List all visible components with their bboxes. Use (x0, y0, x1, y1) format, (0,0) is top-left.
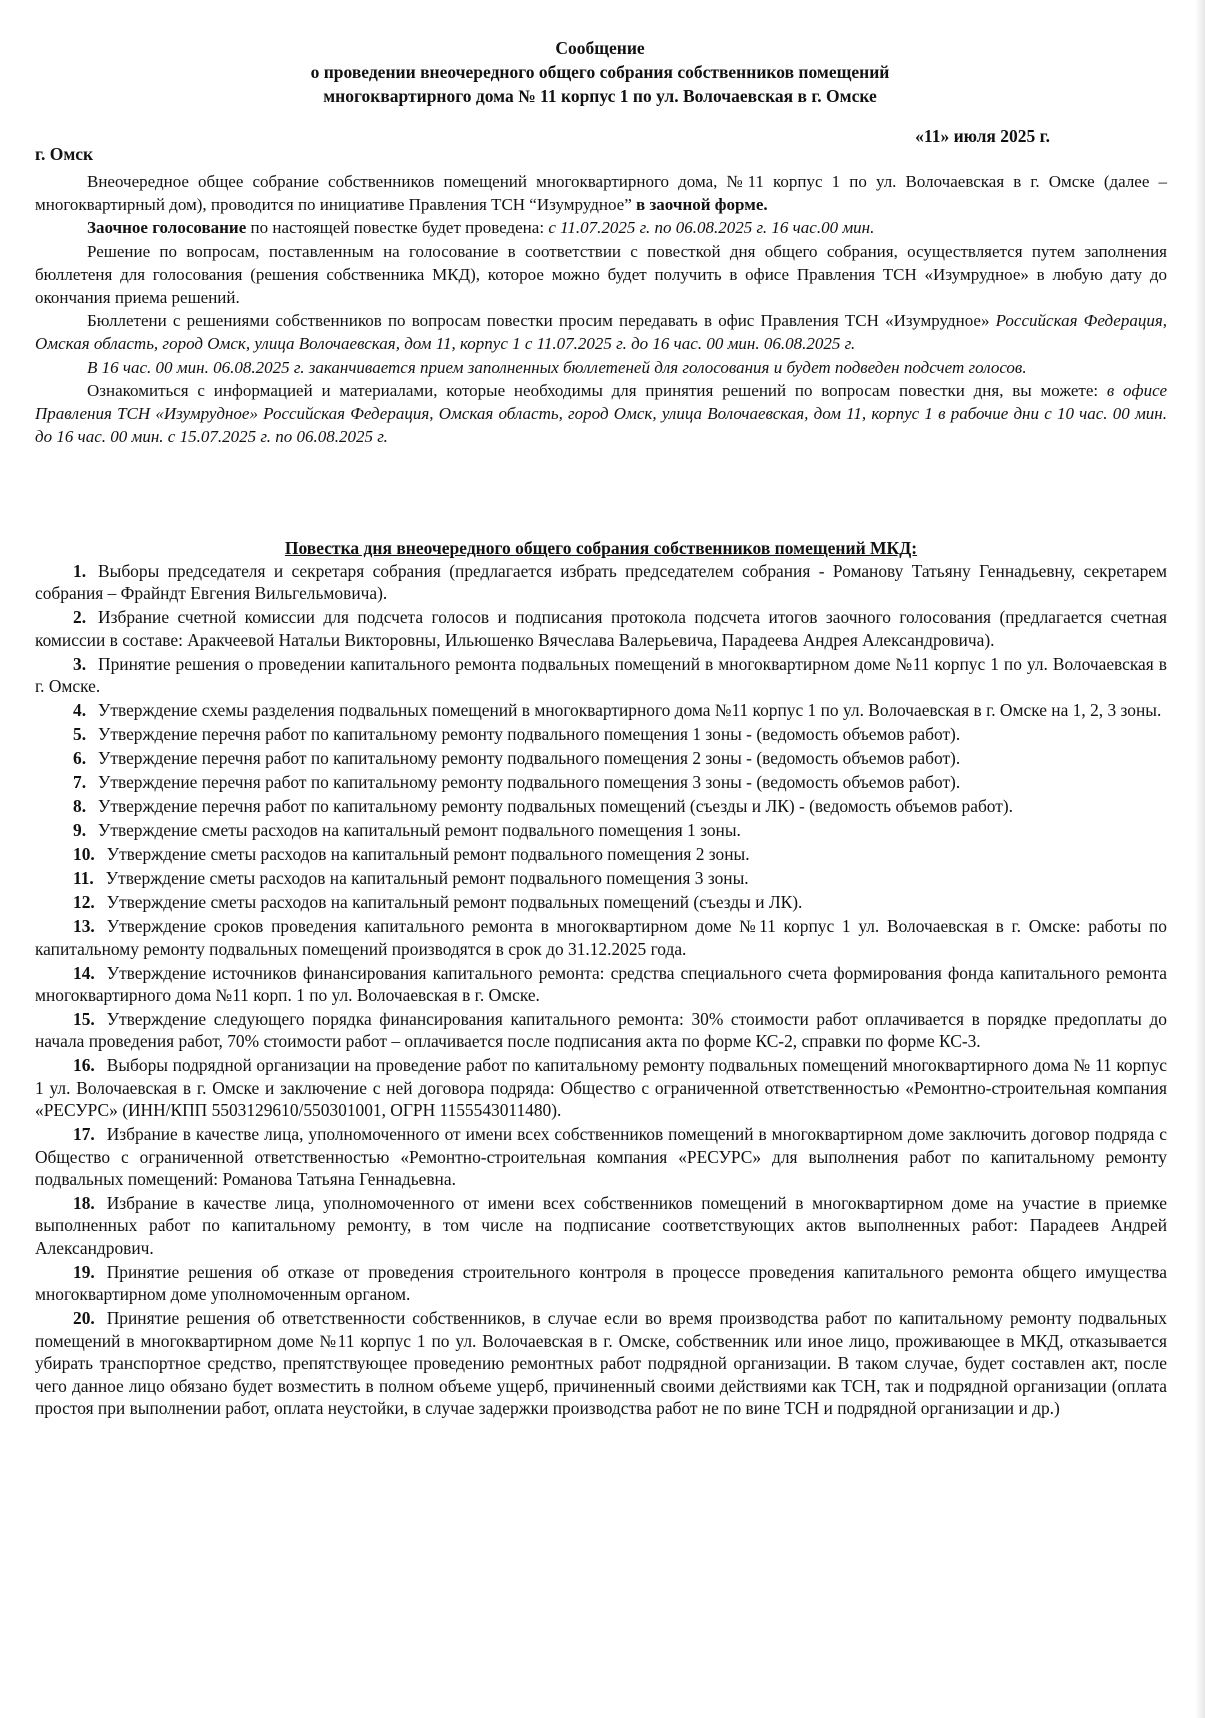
agenda-item-number: 11. (73, 868, 94, 889)
agenda-item-number: 5. (73, 724, 87, 745)
agenda-item (35, 1192, 1167, 1259)
agenda-item (35, 560, 1167, 605)
agenda-item (35, 1008, 1167, 1053)
intro-paragraph-6 (35, 379, 1167, 449)
agenda-item-text: Утверждение перечня работ по капитальному ремонту подвальных помещений (съезды и ЛК) - (ведомость объемов работ). (98, 796, 1014, 817)
agenda-item (35, 843, 1167, 865)
intro-paragraph-4 (35, 309, 1167, 355)
agenda-item-text: Выборы подрядной организации на проведение работ по капитальному ремонту подвальных помещений многоквартирного дома № 11 корпус 1 ул. Волочаевская в г. Омске и заключение с ней договора подряда: Общество с ограниченной ответственностью «Ремонтно-строительная компания «РЕСУРС» (ИНН/КПП 5503129610/550301001, ОГРН 1155543011480). (35, 1055, 1167, 1121)
intro-paragraph-1 (35, 170, 1167, 216)
agenda-item-number: 1. (73, 561, 87, 581)
intro-p2-text: по настоящей повестке будет проведена: (246, 218, 549, 238)
agenda-item (35, 606, 1167, 651)
agenda-item-text: Утверждение сметы расходов на капитальный ремонт подвального помещения 3 зоны. (105, 868, 749, 889)
document-date: «11» июля 2025 г. (915, 126, 1050, 146)
intro-p2-italic: с 11.07.2025 г. по 06.08.2025 г. 16 час.00 мин. (548, 218, 875, 238)
agenda-item-number: 9. (73, 820, 87, 841)
intro-p4-text: Бюллетени с решениями собственников по вопросам повестки просим передавать в офис Правления ТСН «Изумрудное» (87, 311, 996, 331)
agenda-item-text: Утверждение перечня работ по капитальному ремонту подвального помещения 2 зоны - (ведомость объемов работ). (98, 748, 961, 769)
agenda-item-text: Принятие решения об отказе от проведения строительного контроля в процессе проведения капитального ремонта общего имущества многоквартирном доме уполномоченным органом. (35, 1261, 1167, 1305)
agenda-item-text: Принятие решения о проведении капитального ремонта подвальных помещений в многоквартирном доме №11 корпус 1 по ул. Волочаевская в г. Омске. (35, 653, 1167, 697)
agenda-item (35, 1261, 1167, 1306)
agenda-item (35, 747, 1167, 769)
agenda-item (35, 915, 1167, 960)
agenda-item-number: 8. (73, 796, 87, 817)
document-title (150, 36, 1050, 108)
scan-edge-shadow (1195, 0, 1205, 1718)
agenda-item (35, 1123, 1167, 1190)
agenda-item-text: Избрание в качестве лица, уполномоченного от имени всех собственников помещений в многоквартирном доме заключить договор подряда с Общество с ограниченной ответственностью «Ремонтно-строительная компания «РЕСУРС» для выполнения работ по капитальному ремонту подвальных помещений: Романова Татьяна Геннадьевна. (35, 1124, 1167, 1190)
title-line-3: многоквартирного дома № 11 корпус 1 по ул. Волочаевская в г. Омске (323, 86, 877, 106)
agenda-item-number: 4. (73, 700, 87, 721)
agenda-item-number: 16. (73, 1055, 95, 1076)
intro-paragraph-5: В 16 час. 00 мин. 06.08.2025 г. заканчивается прием заполненных бюллетеней для голосования и будет подведен подсчет голосов. (87, 357, 1027, 377)
agenda-item (35, 891, 1167, 913)
agenda-item (35, 1307, 1167, 1419)
agenda-item (35, 699, 1167, 721)
agenda-item-text: Утверждение источников финансирования капитального ремонта: средства специального счета формирования фонда капитального ремонта многоквартирного дома №11 корп. 1 по ул. Волочаевская в г. Омске. (35, 962, 1167, 1006)
intro-p1-text: Внеочередное общее собрание собственников помещений многоквартирного дома, №11 корпус 1 по ул. Волочаевская в г. Омске (далее – многоквартирный дом), проводится по инициативе Правления ТСН “Изумрудное” (35, 172, 1167, 215)
intro-paragraph-3: Решение по вопросам, поставленным на голосование в соответствии с повесткой дня общего собрания, осуществляется путем заполнения бюллетеня для голосования (решения собственника МКД), которое можно будет получить в офисе Правления ТСН «Изумрудное» в любую дату до окончания приема решений. (35, 241, 1167, 308)
agenda-item-text: Утверждение перечня работ по капитальному ремонту подвального помещения 1 зоны - (ведомость объемов работ). (98, 724, 961, 745)
intro-p4-italic: Российская Федерация, Омская область, город Омск, улица Волочаевская, дом 11, корпус 1 с 11.07.2025 г. до 16 час. 00 мин. 06.08.2025 г. (35, 311, 1167, 354)
intro-paragraph-2 (35, 216, 1167, 239)
agenda-item-number: 6. (73, 748, 87, 769)
agenda-item-number: 2. (73, 607, 87, 628)
agenda-item-text: Принятие решения об ответственности собственников, в случае если во время производства работ по капитальному ремонту подвальных помещений в многоквартирном доме №11 корпус 1 по ул. Волочаевская в г. Омске, собственник или иное лицо, проживающее в МКД, отказывается убирать транспортное средство, препятствующее проведению ремонтных работ подрядной организации. В таком случае, будет составлен акт, после чего данное лицо обязано будет возместить в полном объеме ущерб, причиненный своими действиями как ТСН, так и подрядной организации (оплата простоя при выполнении работ, оплата неустойки, в случае задержки производства работ не по вине ТСН и подрядной организации и др.) (35, 1308, 1167, 1418)
agenda-item-text: Утверждение схемы разделения подвальных помещений в многоквартирного дома №11 корпус 1 по ул. Волочаевская в г. Омске на 1, 2, 3 зоны. (98, 700, 1162, 721)
agenda-item-text: Избрание в качестве лица, уполномоченного от имени всех собственников помещений в многоквартирном доме на участие в приемке выполненных работ по капитальному ремонту, в том числе на подписание соответствующих актов выполненных работ: Парадеев Андрей Александрович. (35, 1193, 1167, 1258)
agenda-item (35, 867, 1167, 889)
agenda-title: Повестка дня внеочередного общего собрания собственников помещений МКД: (284, 538, 918, 558)
agenda-item-text: Утверждение сметы расходов на капитальный ремонт подвального помещения 1 зоны. (98, 820, 741, 841)
agenda-item-number: 10. (73, 844, 95, 865)
agenda-item-number: 14. (73, 962, 95, 983)
agenda-item-text: Утверждение перечня работ по капитальному ремонту подвального помещения 3 зоны - (ведомость объемов работ). (98, 772, 961, 793)
intro-p2-bold: Заочное голосование (87, 218, 247, 238)
agenda-item (35, 795, 1167, 817)
intro-p6-italic: в офисе Правления ТСН «Изумрудное» Российская Федерация, Омская область, город Омск, улица Волочаевская, дом 11, корпус 1 в рабочие дни с 10 час. 00 мин. до 16 час. 00 мин. с 15.07.2025 г. по 06.08.2025 г. (35, 380, 1167, 447)
agenda-item-text: Избрание счетной комиссии для подсчета голосов и подписания протокола подсчета итогов заочного голосования (предлагается счетная комиссии в составе: Аракчеевой Натальи Викторовны, Ильюшенко Вячеслава Валерьевича, Парадеева Андрея Александровича). (35, 607, 1167, 650)
agenda-item-number: 17. (73, 1124, 95, 1145)
agenda-item-number: 12. (73, 892, 95, 913)
agenda-item-number: 18. (73, 1193, 95, 1214)
agenda-item (35, 1054, 1167, 1121)
agenda-item-number: 7. (73, 772, 87, 793)
agenda-item-text: Выборы председателя и секретаря собрания (предлагается избрать председателем собрания - Романову Татьяну Геннадьевну, секретарем собрания – Фрайндт Евгения Вильгельмовича). (35, 561, 1167, 604)
document-city: г. Омск (35, 144, 94, 164)
agenda-item (35, 653, 1167, 698)
title-line-1: Сообщение (555, 38, 645, 58)
agenda-item-number: 3. (73, 653, 87, 674)
agenda-item (35, 723, 1167, 745)
intro-p6-text: Ознакомиться с информацией и материалами, которые необходимы для принятия решений по вопросам повестки дня, вы можете: (87, 380, 1107, 400)
agenda-item-text: Утверждение сметы расходов на капитальный ремонт подвального помещения 2 зоны. (106, 844, 750, 865)
intro-section (35, 170, 1167, 448)
agenda-item-number: 15. (73, 1009, 95, 1030)
agenda-item-text: Утверждение следующего порядка финансирования капитального ремонта: 30% стоимости работ оплачивается в порядке предоплаты до начала проведения работ, 70% стоимости работ – оплачивается после подписания акта по форме КС-2, справки по форме КС-3. (35, 1009, 1167, 1052)
agenda-item-number: 20. (73, 1308, 95, 1329)
agenda-item-number: 13. (73, 916, 95, 937)
intro-p1-bold: в заочной форме. (636, 195, 768, 215)
agenda-item-text: Утверждение сроков проведения капитального ремонта в многоквартирном доме №11 корпус 1 ул. Волочаевская в г. Омске: работы по капитальному ремонту подвальных помещений производятся в срок до 31.12.2025 года. (35, 916, 1167, 959)
agenda-item (35, 962, 1167, 1007)
agenda-item (35, 819, 1167, 841)
title-line-2: о проведении внеочередного общего собрания собственников помещений (310, 62, 890, 82)
agenda-list (35, 560, 1167, 1421)
agenda-item (35, 771, 1167, 793)
agenda-item-number: 19. (73, 1261, 95, 1282)
agenda-item-text: Утверждение сметы расходов на капитальный ремонт подвальных помещений (съезды и ЛК). (106, 892, 803, 913)
